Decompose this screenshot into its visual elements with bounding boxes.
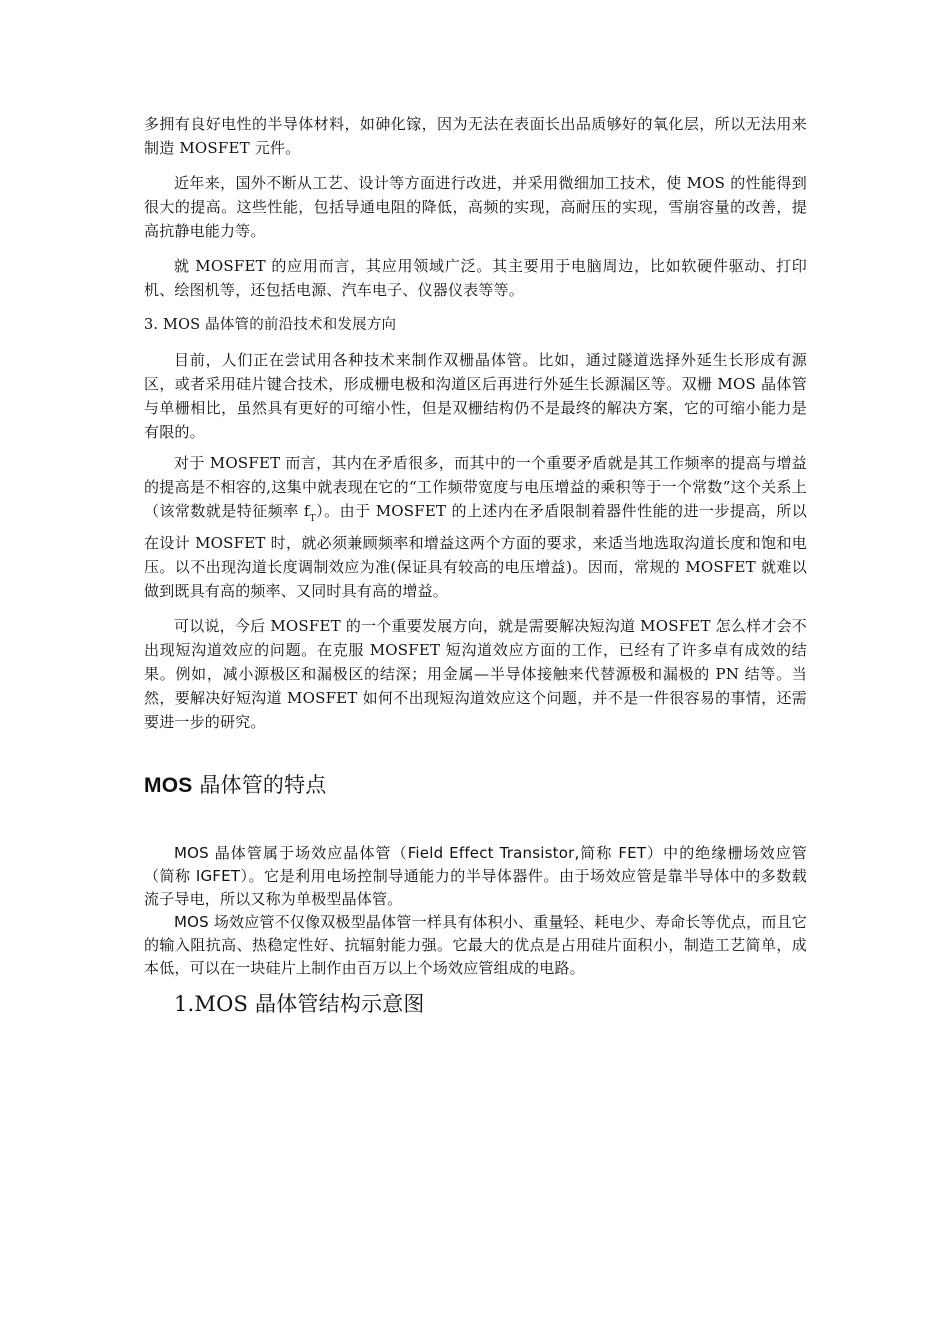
- paragraph-fet-definition: MOS 晶体管属于场效应晶体管（Field Effect Transistor,简称 FET）中的绝缘栅场效应管（简称 IGFET）。它是利用电场控制导通能力的半导体器件。由于场效应管是靠半导体中的多数载流子导电，所以又称为单极型晶体管。: [144, 844, 807, 908]
- paragraph-fet-advantages: MOS 场效应管不仅像双极型晶体管一样具有体积小、重量轻、耗电少、寿命长等优点，而且它的输入阻抗高、热稳定性好、抗辐射能力强。它最大的优点是占用硅片面积小，制造工艺简单，成本低，可以在一块硅片上制作由百万以上个场效应管组成的电路。: [144, 913, 807, 977]
- paragraph-short-channel: 可以说，今后 MOSFET 的一个重要发展方向，就是需要解决短沟道 MOSFET 怎么样才会不出现短沟道效应的问题。在克服 MOSFET 短沟道效应方面的工作，已经有了许多卓有成效的结果。例如，减小源极区和漏极区的结深；用金属—半导体接触来代替源极和漏极的 PN 结等。当然，要解决好短沟道 MOSFET 如何不出现短沟道效应这个问题，并不是一件很容易的事情，还需要进一步的研究。: [144, 617, 807, 731]
- paragraph-frequency-gain-part1: 对于 MOSFET 而言，其内在矛盾很多，而其中的一个重要矛盾就是其工作频率的提高与增益的提高是不相容的,这集中就表现在它的“工作频带宽度与电压增益的乘积等于一个常数”这个关系上（该常数就是特征频率 f: [144, 454, 807, 520]
- paragraph-frequency-gain-part2: ）。由于 MOSFET 的上述内在矛盾限制着器件性能的进一步提高，所以在设计 MOSFET 时，就必须兼顾频率和增益这两个方面的要求，来适当地选取沟道长度和饱和电压。以不出现沟道长度调制效应为准(保证具有较高的电压增益)。因而，常规的 MOSFET 就难以做到既具有高的频率、又同时具有高的增益。: [144, 502, 807, 600]
- structure-diagram-heading: 1.MOS 晶体管结构示意图: [174, 992, 425, 1016]
- paragraph-frequency-gain: [144, 451, 807, 603]
- features-block: [144, 842, 807, 980]
- section-3-title: 3. MOS 晶体管的前沿技术和发展方向: [144, 317, 397, 333]
- paragraph-continuation: 多拥有良好电性的半导体材料，如砷化镓，因为无法在表面长出品质够好的氧化层，所以无法用来制造 MOSFET 元件。: [144, 115, 807, 157]
- heading-latin: MOS: [144, 774, 193, 797]
- heading-cjk: 晶体管的特点: [192, 773, 327, 797]
- subscript-t: T: [309, 514, 316, 524]
- paragraph-applications: 就 MOSFET 的应用而言，其应用领域广泛。其主要用于电脑周边，比如软硬件驱动、打印机、绘图机等，还包括电源、汽车电子、仪器仪表等等。: [144, 257, 807, 299]
- document-body: [144, 112, 807, 1018]
- paragraph-double-gate: 目前，人们正在尝试用各种技术来制作双栅晶体管。比如，通过隧道选择外延生长形成有源区，或者采用硅片键合技术，形成栅电极和沟道区后再进行外延生长源漏区等。双栅 MOS 晶体管与单栅相比，虽然具有更好的可缩小性，但是双栅结构仍不是最终的解决方案，它的可缩小能力是有限的。: [144, 351, 807, 441]
- paragraph-improvements: 近年来，国外不断从工艺、设计等方面进行改进，并采用微细加工技术，使 MOS 的性能得到很大的提高。这些性能，包括导通电阻的降低，高频的实现，高耐压的实现，雪崩容量的改善，提高抗静电能力等。: [144, 174, 807, 240]
- section-heading-mos-features: [144, 770, 807, 801]
